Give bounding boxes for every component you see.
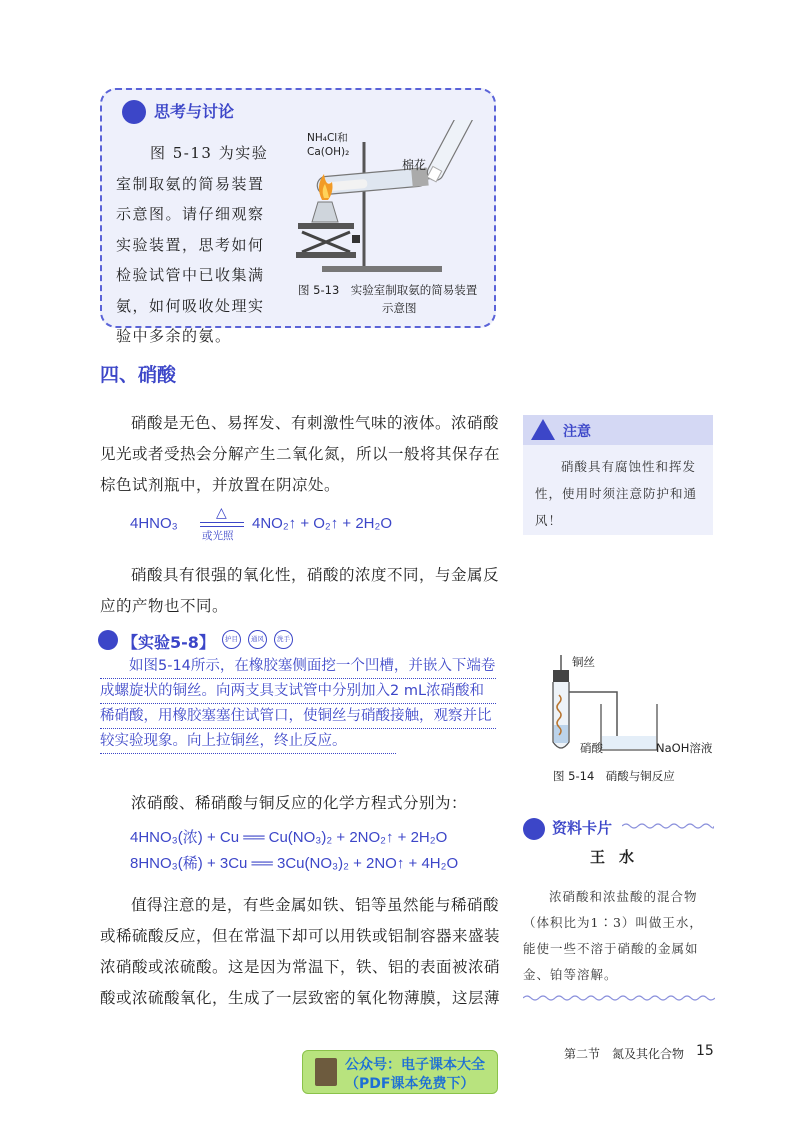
fig14-caption: 图 5-14 硝酸与铜反应 bbox=[553, 769, 675, 783]
book-icon bbox=[315, 1058, 337, 1086]
experiment-underline-4 bbox=[100, 753, 396, 754]
note-title: 注意 bbox=[563, 424, 591, 440]
data-card-subtitle: 王水 bbox=[590, 848, 649, 866]
fig13-caption-cont: 示意图 bbox=[382, 301, 417, 315]
section-title: 四、硝酸 bbox=[100, 364, 177, 386]
data-card-icon bbox=[523, 818, 545, 840]
note-text: 硝酸具有腐蚀性和挥发性，使用时须注意防护和通风！ bbox=[535, 459, 698, 528]
fig14-label-wire: 铜丝 bbox=[572, 655, 595, 669]
think-bullet-icon bbox=[122, 100, 146, 124]
paragraph-nitric-intro: 硝酸是无色、易挥发、有刺激性气味的液体。浓硝酸见光或者受热会分解产生二氧化氮，所以一般将其保存在棕色试剂瓶中，并放置在阴凉处。 bbox=[100, 414, 501, 494]
equation-dilute: 8HNO₃(稀) + 3Cu ══ 3Cu(NO₃)₂ + 2NO↑ + 4H₂O bbox=[130, 855, 459, 872]
banner-line-2: （PDF课本免费下） bbox=[345, 1076, 475, 1092]
fig13-label-reagent-1: NH₄Cl和 bbox=[307, 132, 348, 144]
equation-condition-top: △ bbox=[216, 504, 227, 520]
wavy-divider-bottom bbox=[523, 994, 715, 1002]
experiment-bullet-icon bbox=[98, 630, 118, 650]
ventilation-icon: 通风 bbox=[248, 630, 267, 649]
data-card-title: 资料卡片 bbox=[552, 819, 613, 837]
equation-decomposition bbox=[130, 504, 430, 550]
fig13-label-reagent-2: Ca(OH)₂ bbox=[307, 146, 350, 158]
experiment-title: 【实验5-8】 bbox=[122, 633, 215, 652]
equals-sign bbox=[200, 522, 244, 527]
watermark-banner[interactable] bbox=[302, 1050, 498, 1094]
think-title: 思考与讨论 bbox=[154, 102, 235, 121]
fig14-label-acid: 硝酸 bbox=[580, 741, 603, 755]
handwash-icon: 洗手 bbox=[274, 630, 293, 649]
page-number: 15 bbox=[696, 1043, 714, 1059]
experiment-underline-2 bbox=[100, 703, 496, 704]
experiment-underline-1 bbox=[100, 678, 496, 679]
fig13-label-cotton: 棉花 bbox=[402, 158, 427, 172]
note-box bbox=[523, 415, 713, 535]
footer-section: 第二节 氮及其化合物 bbox=[564, 1047, 685, 1061]
goggles-icon: 护目 bbox=[222, 630, 241, 649]
copper-nitric-apparatus-figure bbox=[545, 650, 665, 760]
fig14-label-naoh: NaOH溶液 bbox=[656, 741, 713, 755]
equation-left: 4HNO₃ bbox=[130, 515, 178, 532]
equation-concentrated: 4HNO₃(浓) + Cu ══ Cu(NO₃)₂ + 2NO₂↑ + 2H₂O bbox=[130, 829, 448, 846]
think-discussion-box bbox=[100, 88, 496, 345]
fig13-caption: 图 5-13 实验室制取氨的简易装置 bbox=[298, 283, 478, 297]
paragraph-passivation: 值得注意的是，有些金属如铁、铝等虽然能与稀硝酸或稀硫酸反应，但在常温下却可以用铁或铝制容器来盛装浓硝酸或浓硫酸。这是因为常温下，铁、铝的表面被浓硝酸或浓硫酸氧化，生成了一层致密的氧化物薄膜，这层薄 bbox=[100, 896, 501, 1007]
data-card-text: 浓硝酸和浓盐酸的混合物（体积比为1∶3）叫做王水，能使一些不溶于硝酸的金属如金、铂等溶解。 bbox=[523, 889, 703, 982]
equation-condition-bottom: 或光照 bbox=[202, 530, 234, 542]
equation-right: 4NO₂↑ + O₂↑ + 2H₂O bbox=[252, 515, 393, 532]
think-text: 图 5-13 为实验室制取氨的简易装置示意图。请仔细观察实验装置，思考如何检验试管中已收集满氨，如何吸收处理实验中多余的氨。 bbox=[116, 144, 269, 345]
experiment-underline-3 bbox=[100, 728, 496, 729]
experiment-text: 如图5-14所示，在橡胶塞侧面挖一个凹槽，并嵌入下端卷成螺旋状的铜丝。向两支具支试管中分别加入2 mL浓硝酸和稀硝酸，用橡胶塞塞住试管口，使铜丝与硝酸接触，观察并比较实验现象。向上拉铜丝，终止反应。 bbox=[100, 658, 496, 749]
banner-line-1: 公众号：电子课本大全 bbox=[345, 1057, 485, 1073]
paragraph-equations-intro: 浓硝酸、稀硝酸与铜反应的化学方程式分别为： bbox=[131, 794, 468, 812]
wavy-divider-top bbox=[622, 822, 714, 830]
paragraph-oxidation: 硝酸具有很强的氧化性，硝酸的浓度不同，与金属反应的产物也不同。 bbox=[100, 566, 500, 615]
warning-icon bbox=[531, 419, 555, 440]
